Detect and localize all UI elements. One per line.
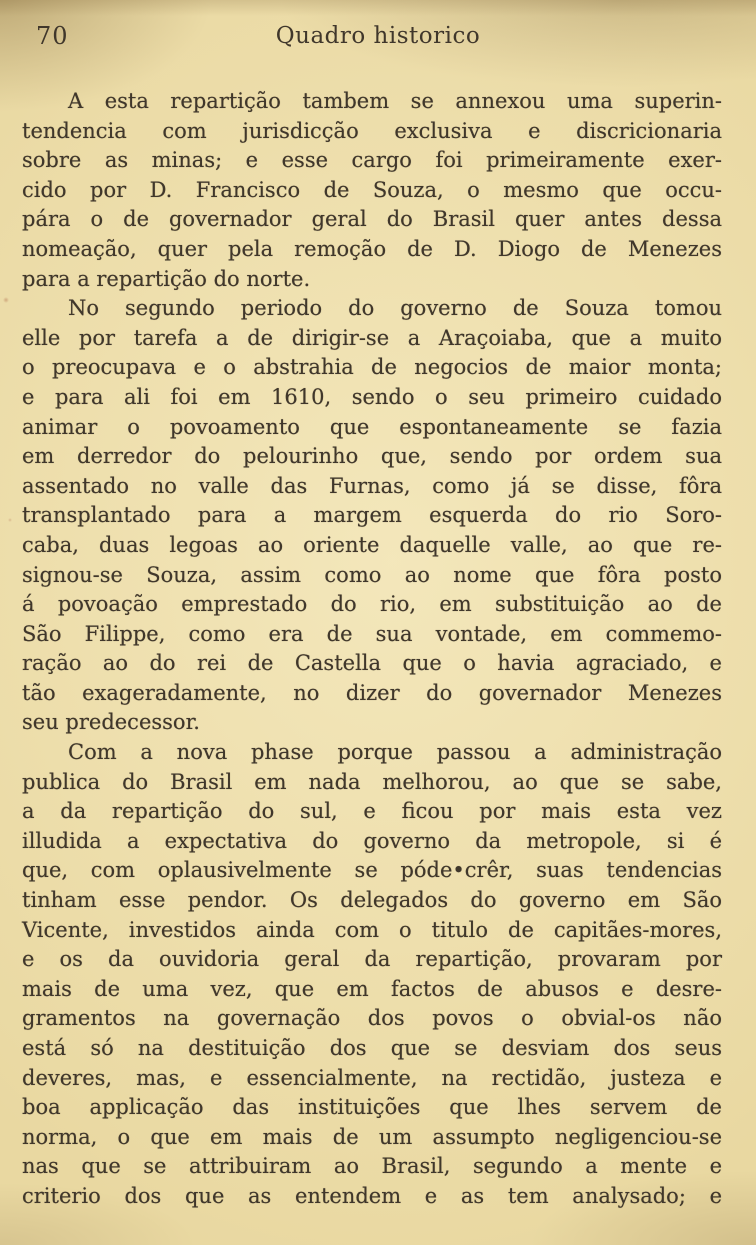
text-line: nas que se attribuiram ao Brasil, segundo a mente e bbox=[22, 1154, 722, 1179]
text-line: mais de uma vez, que em factos de abusos e desre- bbox=[22, 976, 722, 1001]
text-line: São Filippe, como era de sua vontade, em commemo- bbox=[22, 621, 722, 646]
text-line: ração ao do rei de Castella que o havia agraciado, e bbox=[22, 651, 722, 676]
text-line: assentado no valle das Furnas, como já se disse, fôra bbox=[22, 473, 722, 498]
text-line: nomeação, quer pela remoção de D. Diogo de Menezes bbox=[22, 236, 722, 261]
text-line: e para ali foi em 1610, sendo o seu primeiro cuidado bbox=[22, 384, 722, 409]
text-line: em derredor do pelourinho que, sendo por ordem sua bbox=[22, 444, 722, 469]
text-line: criterio dos que as entendem e as tem analysado; e bbox=[22, 1183, 722, 1208]
text-line: illudida a expectativa do governo da metropole, si é bbox=[22, 828, 722, 853]
running-title: Quadro historico bbox=[275, 23, 481, 49]
text-line: caba, duas legoas ao oriente daquelle valle, ao que re- bbox=[22, 532, 722, 557]
text-line: para a repartição do norte. bbox=[22, 266, 311, 291]
text-line: deveres, mas, e essencialmente, na rectidão, justeza e bbox=[22, 1065, 722, 1090]
text-line: que, com oplausivelmente se póde•crêr, suas tendencias bbox=[22, 858, 722, 883]
text-line: A esta repartição tambem se annexou uma superin- bbox=[68, 89, 722, 113]
text-line: norma, o que em mais de um assumpto negligenciou-se bbox=[22, 1124, 722, 1149]
text-line: boa applicação das instituições que lhes servem de bbox=[22, 1095, 722, 1120]
paragraph bbox=[22, 87, 722, 294]
page-number: 70 bbox=[36, 22, 69, 50]
text-line: publica do Brasil em nada melhorou, ao que se sabe, bbox=[22, 769, 722, 794]
text-line: Vicente, investidos ainda com o titulo de capitães-mores, bbox=[22, 917, 722, 942]
text-line: Com a nova phase porque passou a administração bbox=[68, 740, 722, 765]
text-line: tão exageradamente, no dizer do governador Menezes bbox=[22, 680, 722, 705]
text-line: seu predecessor. bbox=[22, 710, 200, 735]
text-line: o preocupava e o abstrahia de negocios de maior monta; bbox=[22, 355, 722, 380]
text-line: á povoação emprestado do rio, em substituição ao de bbox=[22, 592, 722, 617]
page-body bbox=[22, 87, 722, 1212]
text-line: cido por D. Francisco de Souza, o mesmo que occu- bbox=[22, 177, 722, 202]
text-line: transplantado para a margem esquerda do rio Soro- bbox=[22, 503, 722, 528]
page-header bbox=[0, 0, 756, 55]
text-line: tendencia com jurisdicção exclusiva e discricionaria bbox=[22, 118, 722, 143]
text-line: gramentos na governação dos povos o obvial-os não bbox=[22, 1006, 722, 1031]
text-line: pára o de governador geral do Brasil quer antes dessa bbox=[22, 207, 722, 232]
text-line: a da repartição do sul, e ficou por mais esta vez bbox=[22, 799, 722, 824]
text-line: animar o povoamento que espontaneamente se fazia bbox=[22, 414, 722, 439]
text-line: está só na destituição dos que se desviam dos seus bbox=[22, 1036, 722, 1060]
text-line: elle por tarefa a de dirigir-se a Araçoiaba, que a muito bbox=[22, 325, 722, 350]
text-line: sobre as minas; e esse cargo foi primeiramente exer- bbox=[22, 148, 722, 173]
text-line: signou-se Souza, assim como ao nome que fôra posto bbox=[22, 562, 722, 587]
text-line: No segundo periodo do governo de Souza tomou bbox=[68, 296, 722, 321]
paragraph bbox=[22, 738, 722, 1212]
text-line: tinham esse pendor. Os delegados do governo em São bbox=[22, 888, 722, 913]
text-line: e os da ouvidoria geral da repartição, provaram por bbox=[22, 947, 722, 972]
paragraph bbox=[22, 294, 722, 738]
